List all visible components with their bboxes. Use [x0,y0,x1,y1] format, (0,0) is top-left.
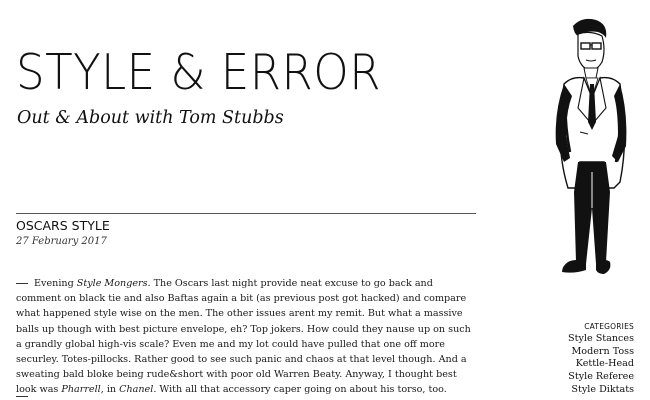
site-title[interactable]: STYLE & ERROR [16,44,382,101]
post-body-emphasis: Chanel [119,384,154,396]
lead-dash [16,283,28,284]
post-date: 27 February 2017 [16,236,107,247]
post-body-emphasis: Style Mongers [76,278,148,289]
category-link-style-diktats[interactable]: Style Diktats [571,383,634,395]
category-link-style-referee[interactable]: Style Referee [568,371,634,383]
category-link-kettle-head[interactable]: Kettle-Head [575,358,634,370]
post-body-text: , in [100,384,120,396]
site-tagline: Out & About with Tom Stubbs [17,108,284,128]
post-body [16,276,476,398]
post-body-text: . The Oscars last night provide neat excuse to go back and comment on black tie and also Baftas again a bit (as previous post got hacked) and compare what happened style wise on the men. The other issues arent my remit. But what a massive balls up though with best picture envelope, eh? Top jokers. How could they nause up on such a grandly global high-vis scale? Even me and my lot could have pulled that one off more securley. Totes-pillocks. Rather good to see such panic and chaos at that level though. And a sweating bald bloke being rude&short with poor old Warren Beaty. Anyway, I thought best look was [16,278,471,396]
post-end-rule [16,396,28,397]
post-body-text: Evening [31,278,77,289]
man-in-suit-illustration [520,12,635,302]
category-link-modern-toss[interactable]: Modern Toss [571,345,634,357]
post-body-emphasis: Pharrell [61,384,101,396]
post-divider [16,213,476,214]
categories-widget [568,322,634,397]
category-link-style-stances[interactable]: Style Stances [568,333,634,344]
post-body-text: . With all that accessory caper going on about his torso, too. [153,384,447,396]
categories-heading: CATEGORIES [584,322,634,331]
post-title-link[interactable]: OSCARS STYLE [16,218,110,233]
